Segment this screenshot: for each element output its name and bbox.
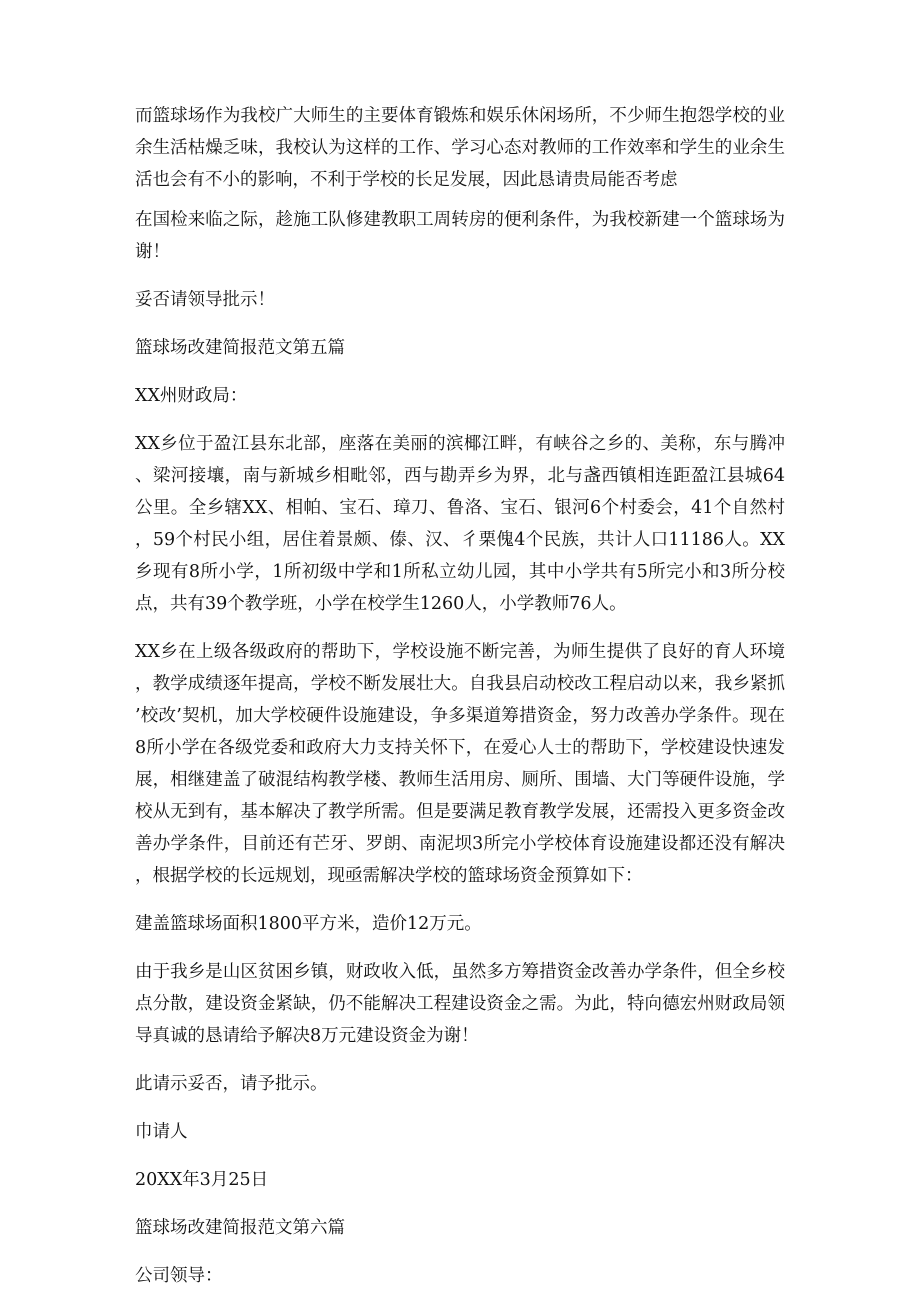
paragraph-salutation-company-leaders: 公司领导：: [135, 1266, 223, 1286]
paragraph-township-overview: XX乡位于盈江县东北部，座落在美丽的滨椰江畔，有峡谷之乡的、美称，东与腾冲、梁河接壤，南与新城乡相毗邻，西与勘弄乡为界，北与盏西镇相连距盈江县城64公里。全乡辖XX、相帕、宝石、璋刀、鲁洛、宝石、银河6个村委会，41个自然村，59个村民小组，居住着景颇、傣、汉、彳栗傀4个民族，共计人口11186人。XX乡现有8所小学，1所初级中学和1所私立幼儿园，其中小学共有5所完小和3所分校点，共有39个教学班，小学在校学生1260人，小学教师76人。: [135, 434, 785, 614]
paragraph-closing-request: 此请示妥否，请予批示。: [135, 1074, 328, 1094]
paragraph-approval-request: 妥否请领导批示！: [135, 290, 275, 310]
paragraph-date: 20XX年3月25日: [135, 1170, 269, 1190]
document-body: [135, 100, 785, 1308]
section-heading-sixth: 篮球场改建简报范文第六篇: [135, 1218, 345, 1238]
paragraph-funding-request: 由于我乡是山区贫困乡镇，财政收入低，虽然多方筹措资金改善办学条件，但全乡校点分散，建设资金紧缺，仍不能解决工程建设资金之需。为此，特向德宏州财政局领导真诚的恳请给予解决8万元建设资金为谢！: [135, 962, 785, 1046]
section-heading-fifth: 篮球场改建简报范文第五篇: [135, 338, 345, 358]
paragraph-national-inspection: 在国检来临之际，趁施工队修建教职工周转房的便利条件，为我校新建一个篮球场为谢！: [135, 210, 785, 262]
paragraph-salutation-finance-bureau: XX州财政局：: [135, 386, 248, 406]
paragraph-basketball-court-request: 而篮球场作为我校广大师生的主要体育锻炼和娱乐休闲场所，不少师生抱怨学校的业余生活枯燥乏味，我校认为这样的工作、学习心态对教师的工作效率和学生的业余生活也会有不小的影响，不利于学校的长足发展，因此恳请贵局能否考虑: [135, 106, 785, 190]
paragraph-applicant: 巾请人: [135, 1122, 188, 1142]
paragraph-construction-budget: 建盖篮球场面积1800平方米，造价12万元。: [135, 914, 482, 934]
paragraph-school-development: XX乡在上级各级政府的帮助下，学校设施不断完善，为师生提供了良好的育人环境，教学成绩逐年提高，学校不断发展壮大。自我县启动校改工程启动以来，我乡紧抓’校改’契机，加大学校硬件设施建设，争多渠道筹措资金，努力改善办学条件。现在8所小学在各级党委和政府大力支持关怀下，在爱心人士的帮助下，学校建设快速发展，相继建盖了破混结构教学楼、教师生活用房、厕所、围墙、大门等硬件设施，学校从无到有，基本解决了教学所需。但是要满足教育教学发展，还需投入更多资金改善办学条件，目前还有芒牙、罗朗、南泥坝3所完小学校体育设施建设都还没有解决，根据学校的长远规划，现亟需解决学校的篮球场资金预算如下：: [135, 642, 785, 886]
